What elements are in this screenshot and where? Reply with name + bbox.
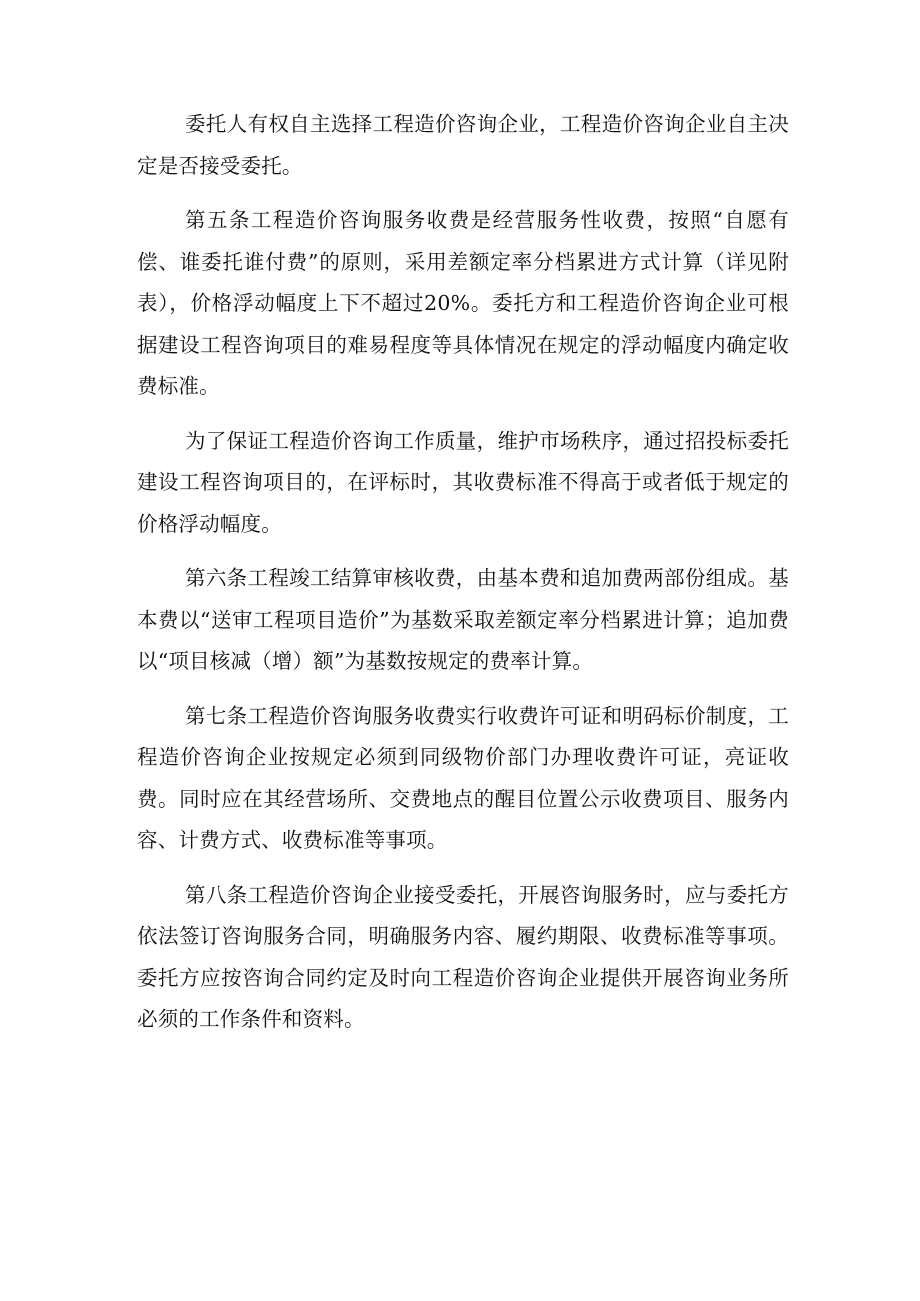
paragraph-4: 第六条工程竣工结算审核收费，由基本费和追加费两部份组成。基本费以“送审工程项目造价”为基数采取差额定率分档累进计算；追加费以“项目核减（增）额”为基数按规定的费率计算。: [137, 566, 789, 673]
paragraph-6: 第八条工程造价咨询企业接受委托，开展咨询服务时，应与委托方依法签订咨询服务合同，明确服务内容、履约期限、收费标准等事项。委托方应按咨询合同约定及时向工程造价咨询企业提供开展咨询业务所必须的工作条件和资料。: [137, 882, 789, 1031]
paragraph-5: 第七条工程造价咨询服务收费实行收费许可证和明码标价制度，工程造价咨询企业按规定必须到同级物价部门办理收费许可证，亮证收费。同时应在其经营场所、交费地点的醒目位置公示收费项目、服务内容、计费方式、收费标准等事项。: [137, 703, 789, 852]
paragraph-2: 第五条工程造价咨询服务收费是经营服务性收费，按照“自愿有偿、谁委托谁付费”的原则，采用差额定率分档累进方式计算（详见附表），价格浮动幅度上下不超过20%。委托方和工程造价咨询企业可根据建设工程咨询项目的难易程度等具体情况在规定的浮动幅度内确定收费标准。: [137, 208, 789, 398]
document-body: [137, 104, 789, 1041]
paragraph-3: 为了保证工程造价咨询工作质量，维护市场秩序，通过招投标委托建设工程咨询项目的，在评标时，其收费标准不得高于或者低于规定的价格浮动幅度。: [137, 428, 789, 536]
paragraph-1: 委托人有权自主选择工程造价咨询企业，工程造价咨询企业自主决定是否接受委托。: [137, 112, 789, 178]
